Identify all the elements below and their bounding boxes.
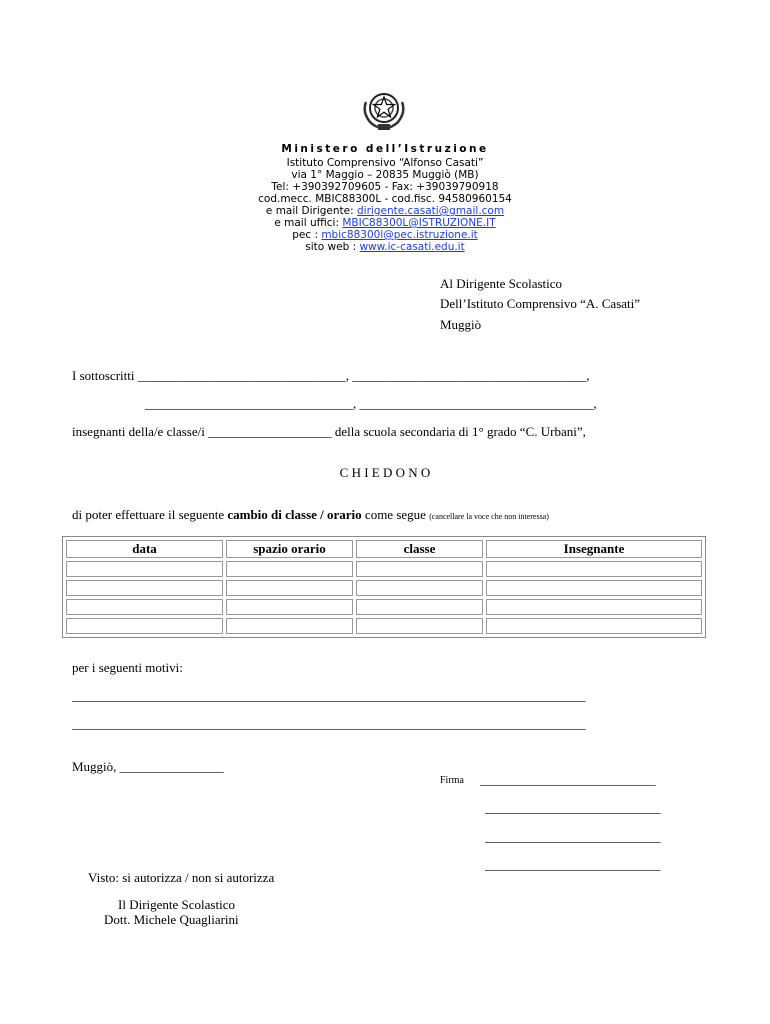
website-link[interactable]: www.ic-casati.edu.it — [359, 241, 465, 253]
cell-input[interactable] — [486, 599, 702, 615]
signature-line-3[interactable]: ___________________________ — [485, 829, 661, 844]
cell-input[interactable] — [66, 580, 223, 596]
cell-input[interactable] — [226, 561, 353, 577]
request-note: (cancellare la voce che non interessa) — [429, 512, 549, 521]
header-classe: classe — [356, 540, 483, 558]
cell-input[interactable] — [486, 618, 702, 634]
pec-row — [0, 229, 770, 241]
sottoscritti-line: I sottoscritti ________________________________, ____________________________________, — [72, 368, 590, 383]
sottoscritti-line-2: ________________________________, ____________________________________, — [145, 396, 597, 411]
pec-link[interactable]: mbic88300l@pec.istruzione.it — [321, 229, 478, 241]
schedule-table — [62, 536, 706, 638]
cell-input[interactable] — [66, 618, 223, 634]
cell-input[interactable] — [356, 580, 483, 596]
cell-input[interactable] — [486, 580, 702, 596]
school-phone: Tel: +390392709605 - Fax: +39039790918 — [271, 181, 499, 193]
ministry-title: Ministero dell’Istruzione — [281, 143, 489, 155]
insegnanti-line: insegnanti della/e classe/i ___________________ della scuola secondaria di 1° grado “C. Urbani”, — [72, 424, 586, 439]
request-bold: cambio di classe / orario — [227, 507, 362, 522]
table-row — [66, 580, 702, 596]
signature-line-2[interactable]: ___________________________ — [485, 800, 661, 815]
recipient-line-2: Dell’Istituto Comprensivo “A. Casati” — [440, 296, 641, 311]
email-uffici-label: e mail uffici: — [274, 217, 343, 229]
authorization-line: Visto: si autorizza / non si autorizza — [88, 870, 275, 885]
cell-input[interactable] — [226, 580, 353, 596]
request-pre: di poter effettuare il seguente — [72, 507, 228, 522]
signature-line-4[interactable]: ___________________________ — [485, 857, 661, 872]
email-uffici-row — [0, 217, 770, 229]
school-codes: cod.mecc. MBIC88300L - cod.fisc. 94580960154 — [258, 193, 512, 205]
cell-input[interactable] — [356, 599, 483, 615]
firma-label: Firma — [440, 775, 464, 786]
website-row — [0, 241, 770, 253]
table-row — [66, 618, 702, 634]
cell-input[interactable] — [486, 561, 702, 577]
cell-input[interactable] — [66, 599, 223, 615]
header-data: data — [66, 540, 223, 558]
cell-input[interactable] — [226, 599, 353, 615]
website-label: sito web : — [305, 241, 360, 253]
motivi-line-1[interactable]: _______________________________________________________________________________ — [72, 688, 586, 703]
place-date-line[interactable]: Muggiò, ________________ — [72, 759, 224, 774]
email-uffici-link[interactable]: MBIC88300L@ISTRUZIONE.IT — [342, 217, 496, 229]
header-spazio-orario: spazio orario — [226, 540, 353, 558]
cell-input[interactable] — [226, 618, 353, 634]
cell-input[interactable] — [66, 561, 223, 577]
cell-input[interactable] — [356, 618, 483, 634]
table-row — [66, 561, 702, 577]
table-row — [66, 599, 702, 615]
italian-emblem-icon — [360, 88, 408, 134]
motivi-line-2[interactable]: _______________________________________________________________________________ — [72, 716, 586, 731]
request-line — [72, 507, 549, 523]
school-address: via 1° Maggio – 20835 Muggiò (MB) — [291, 169, 479, 181]
recipient-line-1: Al Dirigente Scolastico — [440, 276, 563, 291]
recipient-line-3: Muggiò — [440, 317, 482, 332]
motivi-label: per i seguenti motivi: — [72, 660, 183, 675]
chiedono-heading: C H I E D O N O — [339, 465, 431, 480]
email-dirigente-row — [0, 205, 770, 217]
dirigente-title: Il Dirigente Scolastico — [118, 897, 235, 912]
email-dirigente-link[interactable]: dirigente.casati@gmail.com — [357, 205, 505, 217]
request-post: come segue — [361, 507, 430, 522]
email-dirigente-label: e mail Dirigente: — [265, 205, 357, 217]
pec-label: pec : — [292, 229, 322, 241]
cell-input[interactable] — [356, 561, 483, 577]
school-name: Istituto Comprensivo “Alfonso Casati” — [286, 157, 484, 169]
header-insegnante: Insegnante — [486, 540, 702, 558]
table-header-row — [66, 540, 702, 558]
signature-line-1[interactable]: ___________________________ — [480, 772, 656, 787]
dirigente-name: Dott. Michele Quagliarini — [104, 912, 239, 927]
